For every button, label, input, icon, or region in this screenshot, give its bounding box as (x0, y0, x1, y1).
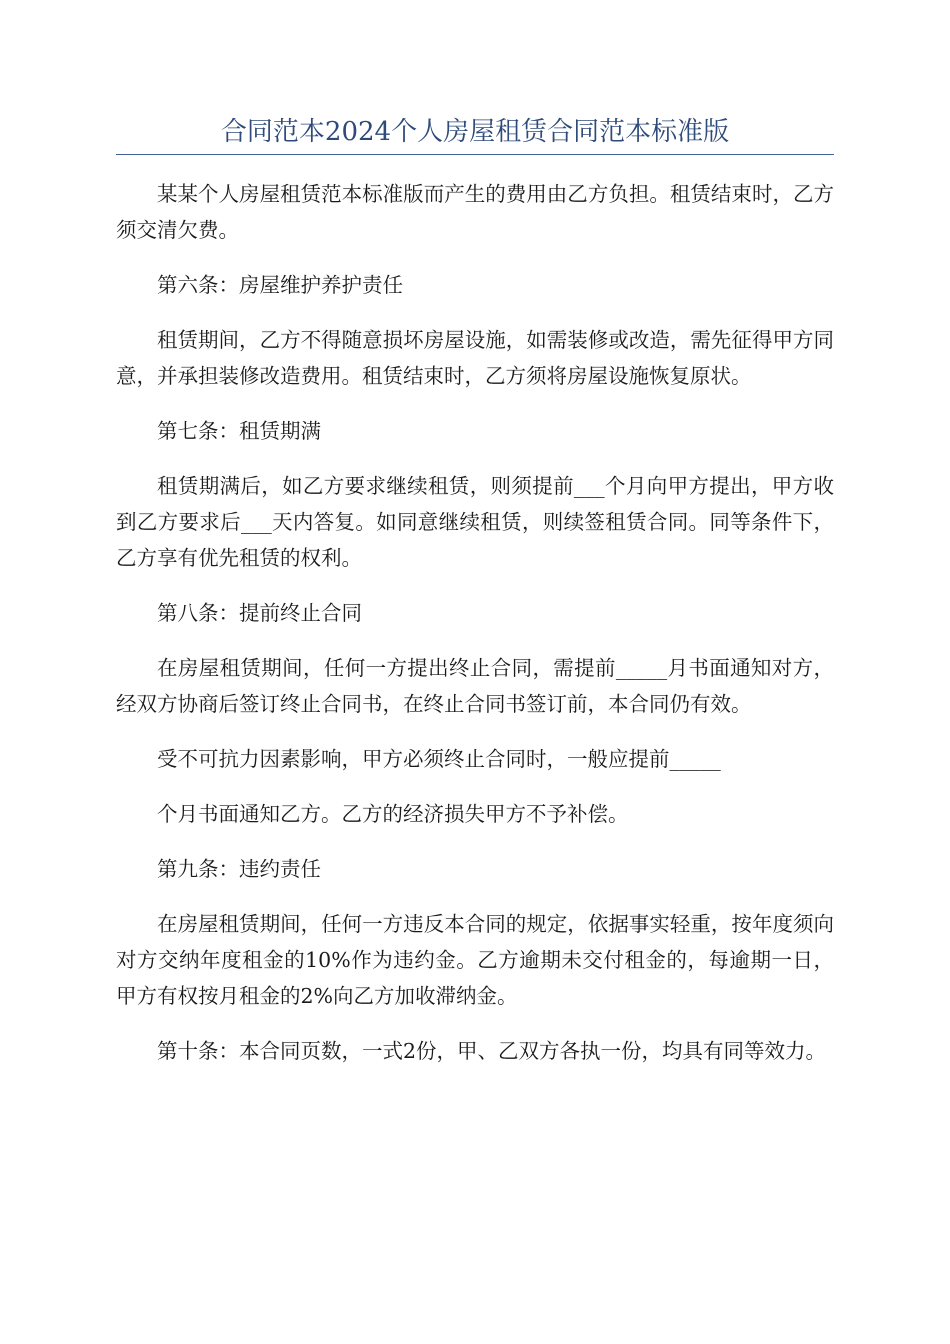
heading-article-8: 第八条：提前终止合同 (157, 601, 362, 625)
paragraph-force-majeure-continued: 个月书面通知乙方。乙方的经济损失甲方不予补偿。 (157, 802, 629, 826)
paragraph-lease-expiry: 租赁期满后，如乙方要求继续租赁，则须提前___个月向甲方提出，甲方收到乙方要求后___天内答复。如同意继续租赁，则续签租赁合同。同等条件下，乙方享有优先租赁的权利。 (116, 474, 834, 570)
heading-article-7: 第七条：租赁期满 (157, 419, 321, 443)
paragraph-force-majeure: 受不可抗力因素影响，甲方必须终止合同时，一般应提前_____ (157, 747, 721, 771)
heading-article-6: 第六条：房屋维护养护责任 (157, 273, 403, 297)
title-underline (116, 154, 834, 155)
document-title: 合同范本2024个人房屋租赁合同范本标准版 (220, 117, 730, 147)
paragraph-article-10: 第十条：本合同页数，一式2份，甲、乙双方各执一份，均具有同等效力。 (157, 1039, 827, 1063)
heading-article-9: 第九条：违约责任 (157, 857, 321, 881)
paragraph-fee-settlement: 某某个人房屋租赁范本标准版而产生的费用由乙方负担。租赁结束时，乙方须交清欠费。 (116, 182, 834, 242)
paragraph-maintenance: 租赁期间，乙方不得随意损坏房屋设施，如需装修或改造，需先征得甲方同意，并承担装修改造费用。租赁结束时，乙方须将房屋设施恢复原状。 (116, 328, 834, 388)
paragraph-early-termination: 在房屋租赁期间，任何一方提出终止合同，需提前_____月书面通知对方，经双方协商后签订终止合同书，在终止合同书签订前，本合同仍有效。 (116, 656, 834, 716)
document-body (116, 176, 834, 1088)
paragraph-liability: 在房屋租赁期间，任何一方违反本合同的规定，依据事实轻重，按年度须向对方交纳年度租金的10%作为违约金。乙方逾期未交付租金的，每逾期一日，甲方有权按月租金的2%向乙方加收滞纳金。 (116, 912, 834, 1008)
